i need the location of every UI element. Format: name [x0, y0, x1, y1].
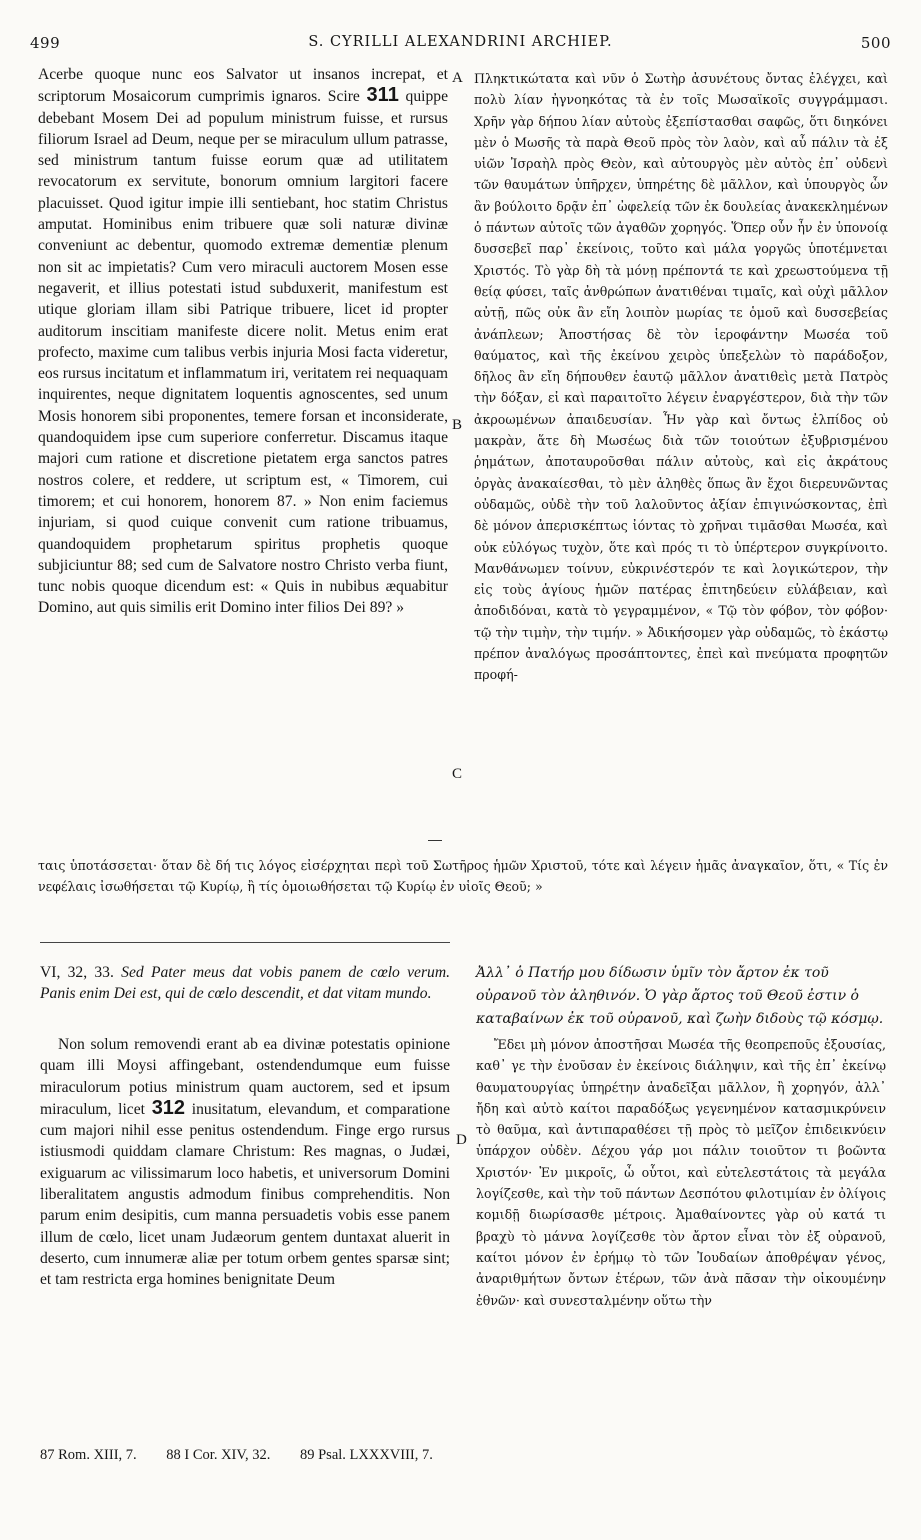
margin-letter-b: B — [452, 417, 463, 433]
column-number-311: 311 — [366, 84, 399, 107]
footnote-89: 89 Psal. LXXXVIII, 7. — [299, 1447, 433, 1463]
running-title: S. CYRILLI ALEXANDRINI ARCHIEP. — [308, 34, 613, 50]
page-number-left: 499 — [30, 34, 61, 52]
section-rule — [40, 942, 450, 943]
latin-text: quippe debebant Mosem Dei ad populum ministrum fuisse, et rursus filiorum Israel ad Deum, neque per se miraculum ullum patrasse, sed ministrum tantum fuisse eorum quæ ad utilitatem revocatorum ex servitute, bonorum omnium largitori facere placuisset. Quod igitur impie illi sentiebant, hoc statim Christus amputat. Hominibus enim tribuere quæ soli naturæ divinæ conveniunt ac debentur, quomodo extremæ dementiæ plenum non sit ac impietatis? Cum vero miraculi auctorem Mosen esse negaverit, et illius potestati istud subduxerit, manifestum est utique gloriam illam sibi Patrique tribuere, licet id propter auditorum inscitiam manifeste dicere nolit. Metus enim erat profecto, maxime cum talibus verbis injuria Mosi facta videretur, eos rursus incitatum et inflammatum iri, veritatem rei nequaquam inquirentes, neque dignitatem loquentis agnoscentes, sed unum Mosis honorem sibi proponentes, temere forsan et inconsiderate, quandoquidem ipse cum superiore conferretur. Discamus itaque majori cum ratione et discretione pietatem erga sanctos patres nostros colere, et reddere, ut scriptum est, « Timorem, cui timorem; et cui honorem, honorem 87. » Non enim faciemus injuriam, si quod cuique convenit cum ratione tribuamus, quandoquidem prophetarum spiritus prophetis quoque subjiciuntur 88; sed cum de Salvatore nostro Christo verba fiunt, tunc nobis quoque dicendum est: « Quis in nubibus æquabitur Domino, aut quis similis erit Domino inter filios Dei 89? » — [38, 88, 448, 617]
column-number-312: 312 — [151, 1096, 186, 1119]
footnote-88: 88 I Cor. XIV, 32. — [166, 1447, 271, 1463]
margin-letter-c: C — [452, 766, 463, 782]
footnotes — [40, 1447, 890, 1464]
latin-section-heading — [40, 962, 450, 1005]
greek-column-1: Πληκτικώτατα καὶ νῦν ὁ Σωτὴρ ἀσυνέτους ὄντας ἐλέγχει, καὶ πολὺ λίαν ἠγνοηκότας τὰ ἐν τοῖς Μωσαϊκοῖς συγγράμμασι. Χρῆν γὰρ δήπου λίαν αὐτοὺς ἐξεπίστασθαι σαφῶς, ὅτι διηκόνει μὲν ὁ Μωσῆς τὰ παρὰ Θεοῦ πρὸς τὸν λαὸν, καὶ αὖ πάλιν τὰ ἐξ υἱῶν Ἰσραὴλ πρὸς Θεὸν, καὶ αὐτουργὸς μὲν αὐτὸς ἐπ᾽ οὐδενὶ τῶν θαυμάτων ὑπῆρχεν, ὑπηρέτης δὲ μᾶλλον, καὶ ὑπουργὸς ὧν ἂν βούλοιτο δρᾷν ἐπ᾽ ὠφελείᾳ τῶν ἐκ δουλείας ἀνακεκλημένων ὁ πάντων αὐτοῖς τῶν ἀγαθῶν χορηγός. Ὅπερ οὖν ἦν ἐν ὑπονοίᾳ δυσσεβεῖ παρ᾽ ἐκείνοις, τοῦτο καὶ μάλα γοργῶς ὑποτέμνεται Χριστός. Τὸ γὰρ δὴ τὰ μόνῃ πρέποντά τε καὶ χρεωστούμενα τῇ θείᾳ φύσει, ταῖς ἀνθρώπων ἀνατιθέναι τιμαῖς, καὶ οὐχὶ μᾶλλον αὐτῇ, πῶς οὐκ ἂν εἴη λοιπὸν μωρίας τε ὁμοῦ καὶ δυσσεβείας ἀνάπλεων; Ἀποστήσας δὲ τὸν ἱεροφάντην Μωσέα τοῦ θαύματος, καὶ τῆς ἐκείνου χειρὸς ὑπεξελὼν τὸ παράδοξον, δῆλος ἂν εἴη δήπουθεν ἑαυτῷ μᾶλλον ἀνατιθεὶς μετὰ Πατρὸς τὴν δόξαν, εἰ καὶ παραιτοῖτο λέγειν ἐναργέστερον, διὰ τὴν τῶν ἀκροωμένων ἀπαιδευσίαν. Ἦν γὰρ καὶ ὄντως ἐλπίδος οὐ μακρὰν, ἅτε δὴ Μωσέως διὰ τῶν τοιούτων ἐξυβρισμένου ῥημάτων, ἀποταυροῦσθαι πάλιν αὐτοὺς, καὶ εἰς ἀκράτους ὀργὰς ἀνακαίεσθαι, τὸ μὲν ἀληθὲς ὅπως ἂν ἔχοι διερευνῶντας οὐδαμῶς, οὐδὲ τὴν τοῦ λαλοῦντος ἀξίαν ἐπιγινώσκοντας, ἐπὶ δὲ μόνον ἀπερισκέπτως ἰόντας τὸ χρῆναι τιμᾶσθαι Μωσέα, καὶ οὐκ εὐλόγως τυχὸν, ὅτε καὶ πρός τι τὸ ὑπέρτερον συγκρίνοιτο. Μανθάνωμεν τοίνυν, εὐκρινέστερόν τε καὶ λογικώτερον, τὴν εἰς τοὺς ἁγίους ἡμῶν πατέρας ἐπιτηδεύειν εὐλάβειαν, καὶ ἀποδιδόναι, κατὰ τὸ γεγραμμένον, « Τῷ τὸν φόβον, τὸν φόβον· τῷ τὴν τιμὴν, τὴν τιμήν. » Ἀδικήσομεν γὰρ οὐδαμῶς, τὸ ἑκάστῳ πρέπον ἀναλόγως προσάπτοντες, ἐπεὶ καὶ πνεύματα προφητῶν προφή- — [474, 71, 888, 683]
latin-text: Acerbe quoque nunc eos Salvator ut insanos increpat, et scriptorum Mosaicorum cumprimis ignaros. Scire — [38, 66, 448, 106]
page-number-right: 500 — [860, 34, 891, 52]
greek-section-heading: Ἀλλ᾽ ὁ Πατήρ μου δίδωσιν ὑμῖν τὸν ἄρτον ἐκ τοῦ οὐρανοῦ τὸν ἀληθινόν. Ὁ γὰρ ἄρτος τοῦ Θεοῦ ἐστιν ὁ καταβαίνων ἐκ τοῦ οὐρανοῦ, καὶ ζωὴν διδοὺς τῷ κόσμῳ. — [476, 965, 884, 1027]
heading-text: Sed Pater meus dat vobis panem de cœlo verum. Panis enim Dei est, qui de cœlo descendit, et dat vitam mundo. — [40, 964, 450, 1003]
latin-text: Non solum removendi erant ab ea divinæ potestatis opinione quam illi Moysi affingebant, ostendendumque eum fuisse miraculorum potius ministrum quam auctorem, sed et ipsum miraculum, licet — [40, 1036, 450, 1118]
divider-dash — [428, 840, 442, 841]
latin-text: inusitatum, elevandum, et comparatione cum majori nihil esse penitus ostendendum. Finge ergo rursus istiusmodi quiddam clamare Christum: Res magnas, o Judæi, exiguarum ac vilissimarum loco habetis, et universorum Domini liberalitatem angustis admodum finibus comprehenditis. Non parum enim desipitis, cum manna persuadetis vobis esse panem illum de cœlo, licet unam Judæorum gentem duntaxat aluerit in deserto, cum innumeræ aliæ per totum orbem gentes sparsæ sint; et tam restricta erga homines benignitate Deum — [40, 1100, 450, 1289]
margin-letter-a: A — [452, 70, 463, 86]
greek-fullwidth-continuation: ταις ὑποτάσσεται· ὅταν δὲ δή τις λόγος εἰσέρχηται περὶ τοῦ Σωτῆρος ἡμῶν Χριστοῦ, τότε καὶ λέγειν ἡμᾶς ἀναγκαῖον, ὅτι, « Τίς ἐν νεφέλαις ἰσωθήσεται τῷ Κυρίῳ, ἢ τίς ὁμοιωθήσεται τῷ Κυρίῳ ἐν υἱοῖς Θεοῦ; » — [38, 858, 888, 895]
margin-letter-d: D — [456, 1132, 467, 1148]
latin-column-1 — [38, 64, 448, 619]
footnote-87: 87 Rom. XIII, 7. — [40, 1447, 137, 1463]
latin-column-2 — [40, 1034, 450, 1291]
verse-reference: VI, 32, 33. — [40, 964, 114, 981]
greek-column-2: Ἔδει μὴ μόνον ἀποστῆσαι Μωσέα τῆς θεοπρεποῦς ἐξουσίας, καθ᾽ γε τὴν ἐνοῦσαν ἐν ἐκείνοις διάληψιν, καὶ τῆς ἐπ᾽ ἐκείνῳ θαυματουργίας ὑπηρέτην ἀναδεῖξαι μᾶλλον, ἢ χορηγόν, ἀλλ᾽ ἤδη καὶ αὐτὸ καίτοι παραδόξως γεγενημένον κατασμικρύνειν τὸ θαῦμα, καὶ ἀντιπαραθέσει τῇ πρὸς τὸ μεῖζον ἐπιδεικνύειν ὑπάρχον οὐδὲν. Δέχου γάρ μοι πάλιν τοιοῦτον τι βοῶντα Χριστόν· Ἐν μικροῖς, ὦ οὗτοι, καὶ εὐτελεστάτοις τὰ μεγάλα λογίζεσθε, καὶ τὴν τοῦ πάντων Δεσπότου φιλοτιμίαν ἐν ὀλίγοις κομιδῇ διωρίσασθε μέτροις. Ἀμαθαίνοντες γὰρ οὐ κατά τι βραχὺ τὸ μάννα λογίζεσθε τὸν ἄρτον εἶναι τὸν ἐξ οὐρανοῦ, καίτοι μόνον ἐν ἐρήμῳ τὸ τῶν Ἰουδαίων ἀποθρέψαν γένος, ἀναριθμήτων ὄντων ἑτέρων, τῶν ἀνὰ πᾶσαν τὴν οἰκουμένην ἐθνῶν· καὶ συνεσταλμένην οὕτω τὴν — [476, 1037, 886, 1308]
